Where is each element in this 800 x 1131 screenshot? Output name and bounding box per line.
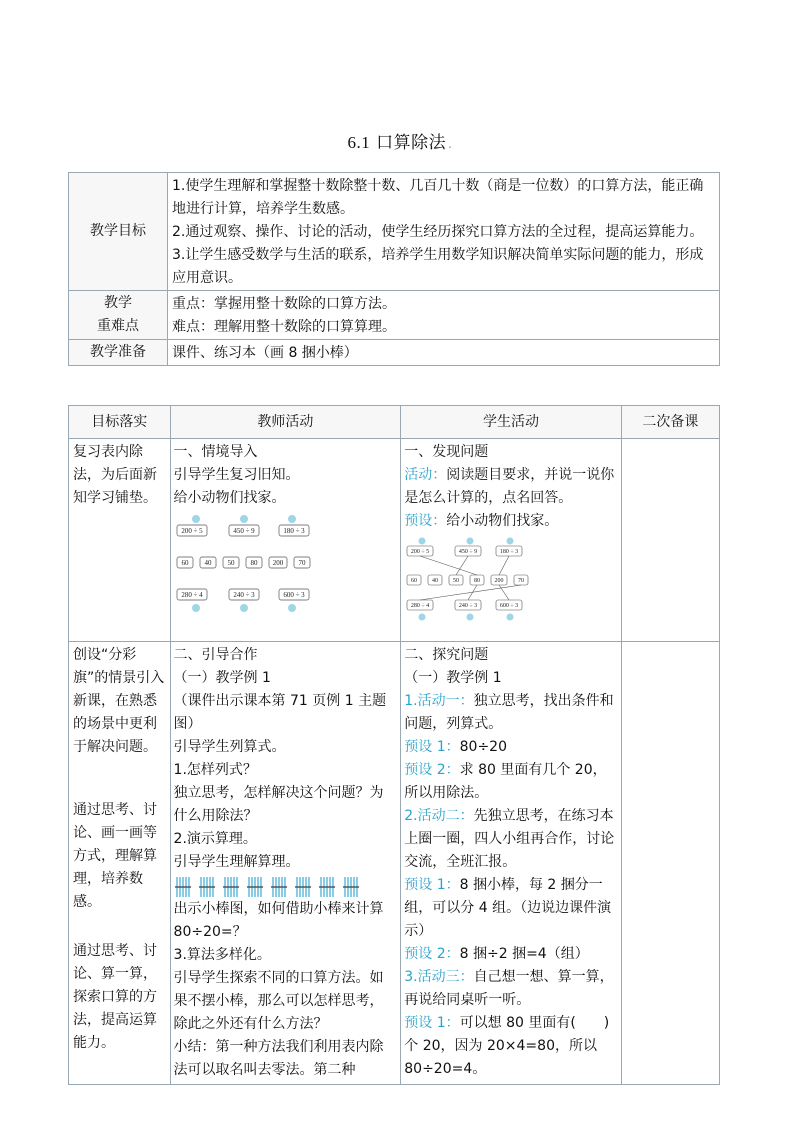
answer-text: 80 — [250, 559, 258, 567]
student-heading: 二、探究问题 — [404, 647, 489, 663]
stick-bundle-icon — [198, 876, 216, 898]
expression-text: 450 ÷ 9 — [232, 527, 255, 535]
animal-exercise-svg — [174, 514, 314, 614]
animal-icon — [240, 604, 248, 612]
animal-icon — [288, 604, 296, 612]
answer-text: 60 — [411, 578, 418, 584]
expression-text: 240 ÷ 3 — [459, 603, 478, 609]
goal-text: 通过思考、讨论、画一画等方式，理解算理，培养数感。 — [73, 802, 157, 910]
section-title: 口算除法 — [376, 133, 447, 153]
answer-text: 40 — [432, 578, 439, 584]
notes-cell[interactable] — [621, 642, 719, 1085]
teacher-line: 出示小棒图，如何借助小棒来计算 80÷20=？ — [173, 901, 384, 940]
objectives-content — [168, 173, 720, 291]
answer-text: 80 — [474, 578, 481, 584]
answer-text: 200 — [494, 578, 504, 584]
objective-item: 2.通过观察、操作、讨论的活动，使学生经历探究口算方法的全过程，提高运算能力。 — [172, 224, 704, 240]
student-preset: 预设 1：80÷20 — [404, 739, 507, 755]
animal-icon — [288, 515, 296, 523]
expression-text: 600 ÷ 3 — [282, 591, 305, 599]
teacher-sub: （一）教学例 1 — [173, 670, 271, 686]
stick-bundle-icon — [270, 876, 288, 898]
objectives-label: 教学目标 — [69, 173, 168, 291]
answer-text: 40 — [204, 559, 212, 567]
animal-exercise-figure — [174, 514, 314, 614]
student-preset: 预设 1：8 捆小棒，每 2 捆分一组，可以分 4 组。（边说边课件演示） — [404, 877, 612, 939]
lesson-header-row — [69, 406, 720, 439]
page-title — [0, 128, 800, 153]
student-cell — [401, 439, 622, 642]
lesson-row-explore — [69, 642, 720, 1085]
answer-text: 70 — [518, 578, 525, 584]
teacher-line: 引导学生列算式。 — [173, 739, 286, 755]
section-number: 6.1 — [347, 133, 371, 152]
teacher-line: 3.算法多样化。 — [173, 947, 271, 963]
expression-text: 240 ÷ 3 — [232, 591, 255, 599]
teacher-line: （课件出示课本第 71 页例 1 主题图） — [173, 693, 387, 732]
student-activity: 2.活动二：先独立思考，在练习本上圈一圈，四人小组再合作，讨论交流，全班汇报。 — [404, 808, 615, 870]
objective-item: 3.让学生感受数学与生活的联系，培养学生用数学知识解决简单实际问题的能力，形成应用意识。 — [172, 247, 704, 286]
key-points-content — [168, 291, 720, 340]
student-sub: （一）教学例 1 — [404, 670, 502, 686]
animal-icon — [507, 614, 514, 621]
student-activity: 3.活动三：自己想一想、算一算，再说给同桌听一听。 — [404, 969, 614, 1008]
overview-table — [68, 172, 720, 366]
animal-icon — [419, 614, 426, 621]
goal-text: 复习表内除法，为后面新知学习铺垫。 — [73, 444, 157, 506]
key-point-difficulty: 难点：理解用整十数除的口算算理。 — [172, 319, 396, 335]
key-points-row — [69, 291, 720, 340]
student-preset: 预设：给小动物们找家。 — [404, 513, 559, 529]
answer-text: 50 — [453, 578, 460, 584]
animal-icon — [192, 515, 200, 523]
expression-text: 280 ÷ 4 — [411, 603, 430, 609]
objectives-row — [69, 173, 720, 291]
goal-cell — [69, 642, 171, 1085]
key-points-label: 教学 重难点 — [69, 291, 168, 340]
animal-icon — [467, 614, 474, 621]
stick-bundle-icon — [318, 876, 336, 898]
answer-text: 70 — [298, 559, 306, 567]
expression-text: 280 ÷ 4 — [180, 591, 203, 599]
header-teacher: 教师活动 — [170, 406, 401, 439]
objective-item: 1.使学生理解和掌握整十数除整十数、几百几十数（商是一位数）的口算方法，能正确地进行计算，培养学生数感。 — [172, 178, 704, 217]
teacher-line: 1.怎样列式？ — [173, 762, 257, 778]
expression-text: 600 ÷ 3 — [500, 603, 519, 609]
answer-text: 200 — [272, 559, 283, 567]
animal-answer-figure — [404, 537, 544, 637]
goal-cell — [69, 439, 171, 642]
student-activity: 1.活动一：独立思考，找出条件和问题，列算式。 — [404, 693, 614, 732]
student-heading: 一、发现问题 — [404, 444, 489, 460]
teacher-line: 给小动物们找家。 — [173, 490, 286, 506]
stick-bundle-icon — [342, 876, 360, 898]
stick-bundle-icon — [174, 876, 192, 898]
animal-answer-svg — [404, 537, 544, 627]
student-preset: 预设 2：求 80 里面有几个 20，所以用除法。 — [404, 762, 607, 801]
animal-icon — [507, 538, 514, 545]
stick-bundle-icon — [294, 876, 312, 898]
teacher-line: 小结：第一种方法我们利用表内除法可以取名叫去零法。第二种 — [173, 1039, 384, 1078]
lesson-table — [68, 405, 720, 1085]
stick-bundle-icon — [246, 876, 264, 898]
notes-cell[interactable] — [621, 439, 719, 642]
answer-text: 60 — [181, 559, 189, 567]
goal-text: 创设“分彩旗”的情景引入新课，在熟悉的场景中更利于解决问题。 — [73, 647, 165, 755]
student-preset: 预设 1：可以想 80 里面有( )个 20，因为 20×4=80，所以 80÷20=4。 — [404, 1015, 610, 1077]
animal-icon — [240, 515, 248, 523]
answer-text: 50 — [227, 559, 235, 567]
student-cell — [401, 642, 622, 1085]
header-notes: 二次备课 — [621, 406, 719, 439]
teacher-line: 2.演示算理。 — [173, 831, 257, 847]
header-goal: 目标落实 — [69, 406, 171, 439]
lesson-row-review — [69, 439, 720, 642]
preparation-row — [69, 340, 720, 366]
expression-text: 180 ÷ 3 — [282, 527, 305, 535]
student-activity: 活动：阅读题目要求，并说一说你是怎么计算的，点名回答。 — [404, 467, 615, 506]
teacher-line: 引导学生复习旧知。 — [173, 467, 300, 483]
teacher-line: 引导学生探索不同的口算方法。如果不摆小棒，那么可以怎样思考，除此之外还有什么方法？ — [173, 970, 384, 1032]
animal-icon — [467, 538, 474, 545]
teacher-heading: 一、情境导入 — [173, 444, 258, 460]
stick-bundle-icon — [222, 876, 240, 898]
goal-text: 通过思考、讨论、算一算，探索口算的方法，提高运算能力。 — [73, 943, 157, 1051]
teacher-cell — [170, 642, 401, 1085]
animal-icon — [192, 604, 200, 612]
key-point-focus: 重点：掌握用整十数除的口算方法。 — [172, 296, 396, 312]
header-student: 学生活动 — [401, 406, 622, 439]
expression-text: 200 ÷ 5 — [180, 527, 203, 535]
expression-text: 200 ÷ 5 — [411, 549, 430, 555]
preparation-label: 教学准备 — [69, 340, 168, 366]
preparation-content: 课件、练习本（画 8 捆小棒） — [168, 340, 720, 366]
stick-bundles — [174, 876, 398, 898]
expression-text: 180 ÷ 3 — [500, 549, 519, 555]
teacher-line: 独立思考，怎样解决这个问题？为什么用除法？ — [173, 785, 384, 824]
title-marker-icon: . — [448, 137, 453, 151]
teacher-heading: 二、引导合作 — [173, 647, 258, 663]
teacher-line: 引导学生理解算理。 — [173, 854, 300, 870]
expression-text: 450 ÷ 9 — [459, 549, 478, 555]
student-preset: 预设 2：8 捆÷2 捆=4（组） — [404, 946, 589, 962]
teacher-cell — [170, 439, 401, 642]
animal-icon — [419, 538, 426, 545]
